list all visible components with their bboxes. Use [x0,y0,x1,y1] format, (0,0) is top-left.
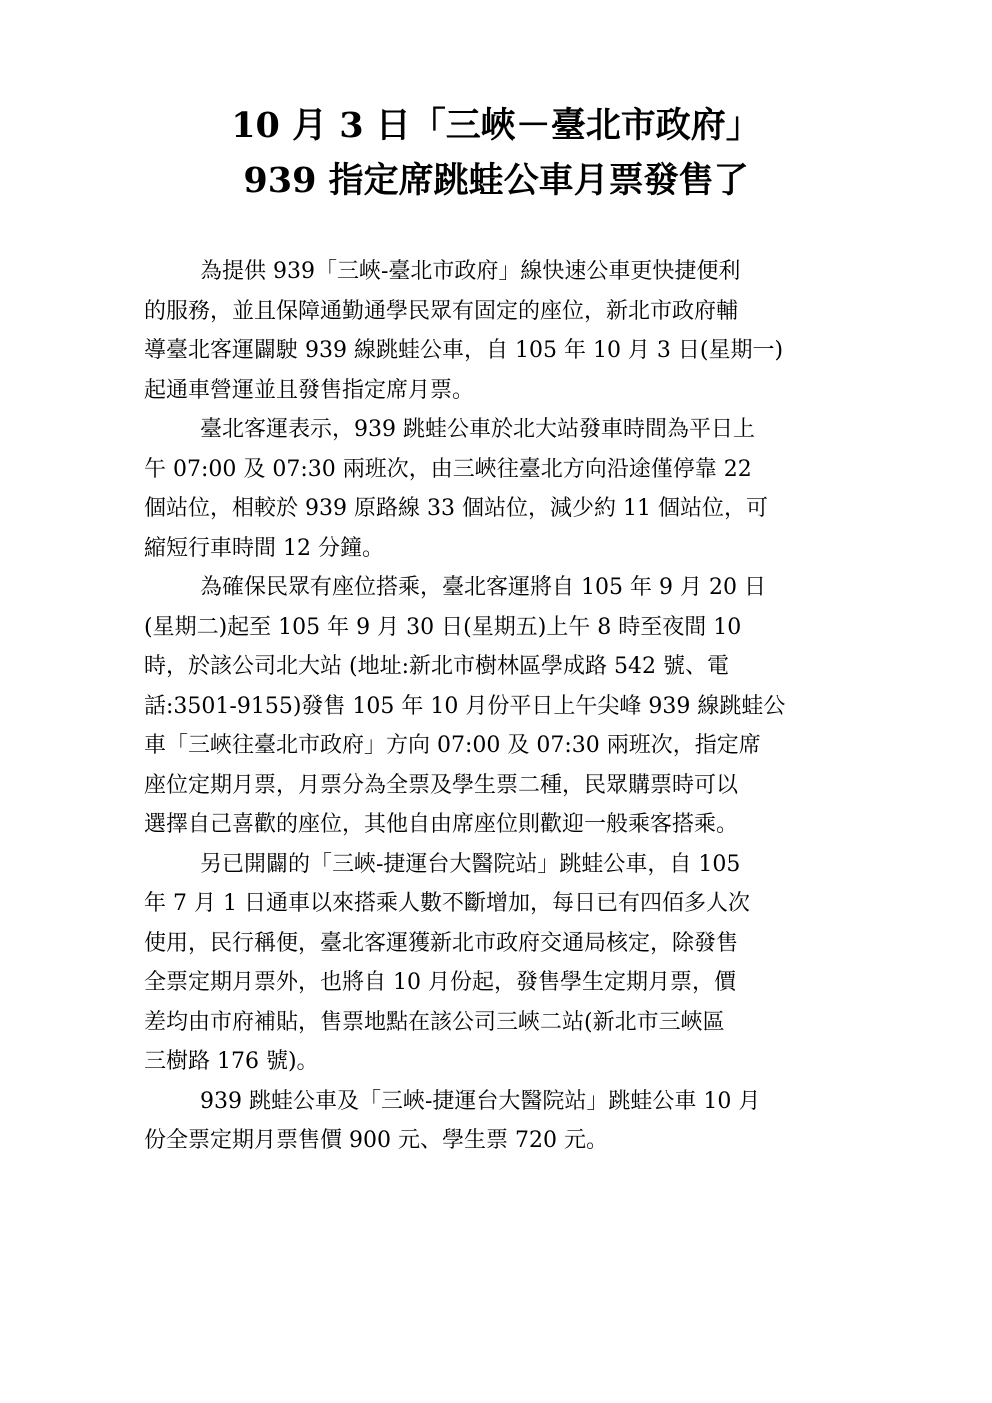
document-body [144,252,854,1161]
text-line: 的服務，並且保障通勤通學民眾有固定的座位，新北市政府輔 [144,298,739,324]
text-line: 選擇自己喜歡的座位，其他自由席座位則歡迎一般乘客搭乘。 [144,812,739,837]
text-line: 車「三峽往臺北市政府」方向 07:00 及 07:30 兩班次，指定席 [144,733,761,758]
paragraph-intro [144,252,854,410]
text-line: 年 7 月 1 日通車以來搭乘人數不斷增加，每日已有四佰多人次 [144,891,750,916]
paragraph-schedule [144,410,854,568]
paragraph-prices [144,1082,854,1161]
text-line: (星期二)起至 105 年 9 月 30 日(星期五)上午 8 時至夜間 10 [144,614,742,640]
text-line: 縮短行車時間 12 分鐘。 [144,535,384,561]
title-line: 10 月 3 日「三峽－臺北市政府」 [231,105,761,146]
text-line: 時，於該公司北大站 (地址:新北市樹林區學成路 542 號、電 [144,654,729,679]
text-line: 差均由市府補貼，售票地點在該公司三峽二站(新北市三峽區 [144,1009,725,1035]
text-line: 起通車營運並且發售指定席月票。 [144,377,475,403]
text-line: 話:3501-9155)發售 105 年 10 月份平日上午尖峰 939 線跳蛙公 [144,693,786,719]
text-line: 份全票定期月票售價 900 元、學生票 720 元。 [144,1128,608,1153]
text-line: 導臺北客運闢駛 939 線跳蛙公車，自 105 年 10 月 3 日(星期一) [144,338,784,363]
text-line: 三樹路 176 號)。 [144,1049,319,1074]
text-line: 為提供 939「三峽-臺北市政府」線快速公車更快捷便利 [200,259,741,284]
paragraph-ticket-sales [144,568,854,845]
text-line: 座位定期月票，月票分為全票及學生票二種，民眾購票時可以 [144,772,739,798]
text-line: 另已開闢的「三峽-捷運台大醫院站」跳蛙公車，自 105 [200,851,741,877]
text-line: 臺北客運表示，939 跳蛙公車於北大站發車時間為平日上 [200,417,755,442]
text-line: 午 07:00 及 07:30 兩班次，由三峽往臺北方向沿途僅停靠 22 [144,456,752,482]
text-line: 全票定期月票外，也將自 10 月份起，發售學生定期月票，價 [144,970,736,995]
text-line: 個站位，相較於 939 原路線 33 個站位，減少約 11 個站位，可 [144,496,768,521]
text-line: 使用，民行稱便，臺北客運獲新北市政府交通局核定，除發售 [144,930,739,956]
document-title [0,98,992,208]
text-line: 為確保民眾有座位搭乘，臺北客運將自 105 年 9 月 20 日 [200,575,766,600]
title-line: 939 指定席跳蛙公車月票發售了 [243,160,749,201]
text-line: 939 跳蛙公車及「三峽-捷運台大醫院站」跳蛙公車 10 月 [200,1088,761,1114]
paragraph-other-route [144,845,854,1082]
